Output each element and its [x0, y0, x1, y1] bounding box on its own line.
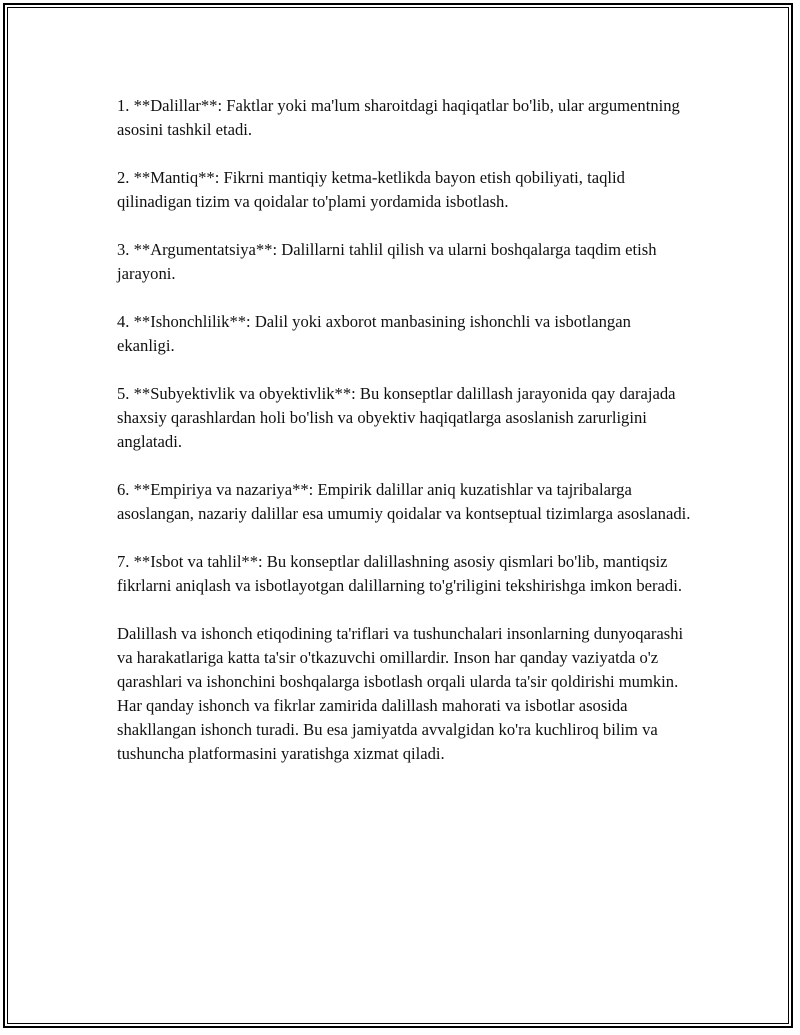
list-item-argumentatsiya: 3. **Argumentatsiya**: Dalillarni tahlil qilish va ularni boshqalarga taqdim etish jarayoni.: [117, 240, 657, 283]
list-item-isbot: 7. **Isbot va tahlil**: Bu konseptlar dalillashning asosiy qismlari bo'lib, mantiqsiz fikrlarni aniqlash va isbotlayotgan dalillarning to'g'riligini tekshirishga imkon beradi.: [117, 552, 682, 595]
list-item-dalillar: 1. **Dalillar**: Faktlar yoki ma'lum sharoitdagi haqiqatlar bo'lib, ular argumentning asosini tashkil etadi.: [117, 96, 680, 139]
document-body: [117, 94, 692, 790]
conclusion-paragraph: Dalillash va ishonch etiqodining ta'riflari va tushunchalari insonlarning dunyoqarashi va harakatlariga katta ta'sir o'tkazuvchi omillardir. Inson har qanday vaziyatda o'z qarashlari va ishonchini boshqalarga isbotlash orqali ularda ta'sir qoldirishi mumkin. Har qanday ishonch va fikrlar zamirida dalillash mahorati va isbotlar asosida shakllangan ishonch turadi. Bu esa jamiyatda avvalgidan ko'ra kuchliroq bilim va tushuncha platformasini yaratishga xizmat qiladi.: [117, 624, 684, 763]
list-item-mantiq: 2. **Mantiq**: Fikrni mantiqiy ketma-ketlikda bayon etish qobiliyati, taqlid qilinadigan tizim va qoidalar to'plami yordamida isbotlash.: [117, 168, 625, 211]
list-item-ishonchlilik: 4. **Ishonchlilik**: Dalil yoki axborot manbasining ishonchli va isbotlangan ekanligi.: [117, 312, 631, 355]
list-item-subyektivlik: 5. **Subyektivlik va obyektivlik**: Bu konseptlar dalillash jarayonida qay darajada shaxsiy qarashlardan holi bo'lish va obyektiv haqiqatlarga asoslanish zarurligini anglatadi.: [117, 384, 676, 451]
list-item-empiriya: 6. **Empiriya va nazariya**: Empirik dalillar aniq kuzatishlar va tajribalarga asoslangan, nazariy dalillar esa umumiy qoidalar va kontseptual tizimlarga asoslanadi.: [117, 480, 691, 523]
